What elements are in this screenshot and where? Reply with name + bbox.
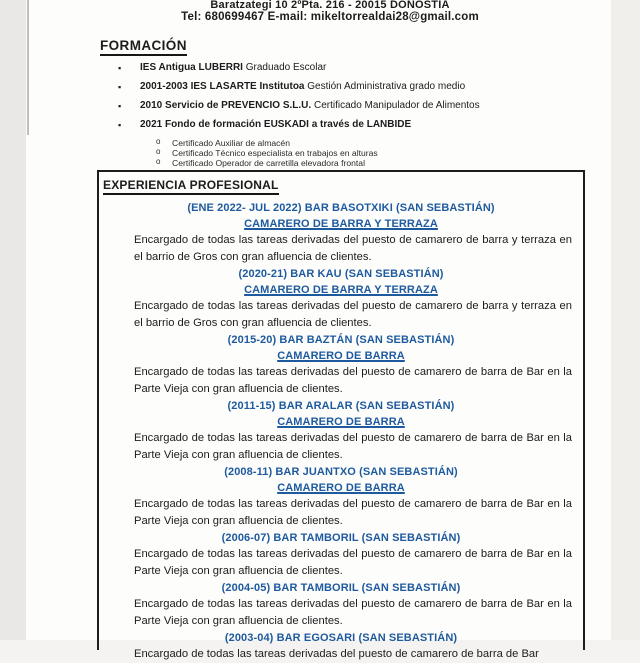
experience-entry — [99, 332, 583, 397]
entry-description: Encargado de todas las tareas derivadas del puesto de camarero de barra y terraza en el barrio de Gros con gran afluencia de clientes. — [134, 300, 572, 329]
formacion-item-rest: Gestión Administrativa grado medio — [304, 81, 466, 92]
experiencia-heading: EXPERIENCIA PROFESIONAL — [103, 178, 279, 195]
entry-description: Encargado de todas las tareas derivadas del puesto de camarero de barra de Bar en la Parte Vieja con gran afluencia de clientes. — [134, 548, 572, 577]
entry-description: Encargado de todas las tareas derivadas del puesto de camarero de barra y terraza en el barrio de Gros con gran afluencia de clientes. — [134, 234, 572, 263]
experience-entry — [99, 266, 583, 331]
formacion-item — [100, 119, 560, 131]
formacion-item — [100, 100, 560, 112]
experiencia-entries — [99, 200, 583, 663]
address-line: Baratzategi 10 2ºPta. 216 - 20015 DONOSTIA — [210, 0, 450, 11]
entry-role: CAMARERO DE BARRA — [277, 350, 405, 362]
entry-description: Encargado de todas las tareas derivadas del puesto de camarero de barra de Bar en la Parte Vieja con gran afluencia de clientes. — [134, 498, 572, 527]
entry-title: (2015-20) BAR BAZTÁN (SAN SEBASTIÁN) — [227, 334, 455, 346]
formacion-subitem-label: Certificado Auxiliar de almacén — [172, 138, 290, 148]
formacion-subitem — [100, 158, 560, 168]
entry-title: (2011-15) BAR ARALAR (SAN SEBASTIÁN) — [227, 400, 455, 412]
formacion-subitem — [100, 138, 560, 148]
entry-role: CAMARERO DE BARRA — [277, 416, 405, 428]
contact-line: Tel: 680699467 E-mail: mikeltorrealdai28@gmail.com — [181, 11, 479, 23]
experience-entry — [99, 200, 583, 265]
sub-bullet-icon: o — [156, 137, 161, 146]
entry-description: Encargado de todas las tareas derivadas del puesto de camarero de barra de Bar — [134, 648, 539, 660]
formacion-subitem — [100, 148, 560, 158]
bullet-icon: ▪ — [118, 82, 122, 92]
entry-title: (2008-11) BAR JUANTXO (SAN SEBASTIÁN) — [224, 466, 458, 478]
experience-entry — [99, 580, 583, 629]
contact-header — [90, 0, 570, 24]
entry-title: (2004-05) BAR TAMBORIL (SAN SEBASTIÁN) — [221, 582, 461, 594]
formacion-item-rest: Certificado Manipulador de Alimentos — [311, 100, 480, 111]
bullet-icon: ▪ — [118, 63, 122, 73]
paper-edge-shadow — [27, 0, 29, 135]
entry-role: CAMARERO DE BARRA Y TERRAZA — [244, 284, 438, 296]
formacion-subitem-label: Certificado Técnico especialista en trabajos en alturas — [172, 148, 378, 158]
photo-edge-left — [0, 0, 26, 640]
formacion-item-bold: 2010 Servicio de PREVENCIO S.L.U. — [140, 100, 312, 111]
experience-entry — [99, 464, 583, 529]
formacion-item-bold: IES Antigua LUBERRI — [140, 62, 243, 73]
experience-entry — [99, 530, 583, 579]
formacion-item-bold: 2001-2003 IES LASARTE Institutoa — [140, 81, 305, 92]
formacion-list — [100, 62, 560, 131]
formacion-item — [100, 62, 560, 74]
entry-role: CAMARERO DE BARRA — [277, 482, 405, 494]
formacion-item-bold: 2021 Fondo de formación EUSKADI a través de LANBIDE — [140, 119, 412, 130]
entry-role: CAMARERO DE BARRA Y TERRAZA — [244, 218, 438, 230]
entry-title: (2003-04) BAR EGOSARI (SAN SEBASTIÁN) — [224, 632, 458, 644]
entry-description: Encargado de todas las tareas derivadas del puesto de camarero de barra de Bar en la Parte Vieja con gran afluencia de clientes. — [134, 366, 572, 395]
experience-entry — [99, 630, 583, 663]
entry-description: Encargado de todas las tareas derivadas del puesto de camarero de barra de Bar en la Parte Vieja con gran afluencia de clientes. — [134, 432, 572, 461]
entry-title: (ENE 2022- JUL 2022) BAR BASOTXIKI (SAN SEBASTIÁN) — [187, 202, 495, 214]
bullet-icon: ▪ — [118, 120, 122, 130]
formacion-sublist — [100, 138, 560, 168]
formacion-item-rest: Graduado Escolar — [242, 62, 327, 73]
sub-bullet-icon: o — [156, 147, 161, 156]
photo-edge-right — [611, 0, 640, 640]
formacion-heading: FORMACIÓN — [100, 38, 187, 56]
section-formacion — [100, 37, 560, 168]
entry-title: (2020-21) BAR KAU (SAN SEBASTIÁN) — [238, 268, 444, 280]
formacion-item — [100, 81, 560, 93]
entry-description: Encargado de todas las tareas derivadas del puesto de camarero de barra de Bar en la Parte Vieja con gran afluencia de clientes. — [134, 598, 572, 627]
section-experiencia — [97, 170, 585, 660]
experience-entry — [99, 398, 583, 463]
bullet-icon: ▪ — [118, 101, 122, 111]
entry-title: (2006-07) BAR TAMBORIL (SAN SEBASTIÁN) — [221, 532, 461, 544]
sub-bullet-icon: o — [156, 157, 161, 166]
formacion-subitem-label: Certificado Operador de carretilla elevadora frontal — [172, 158, 365, 168]
